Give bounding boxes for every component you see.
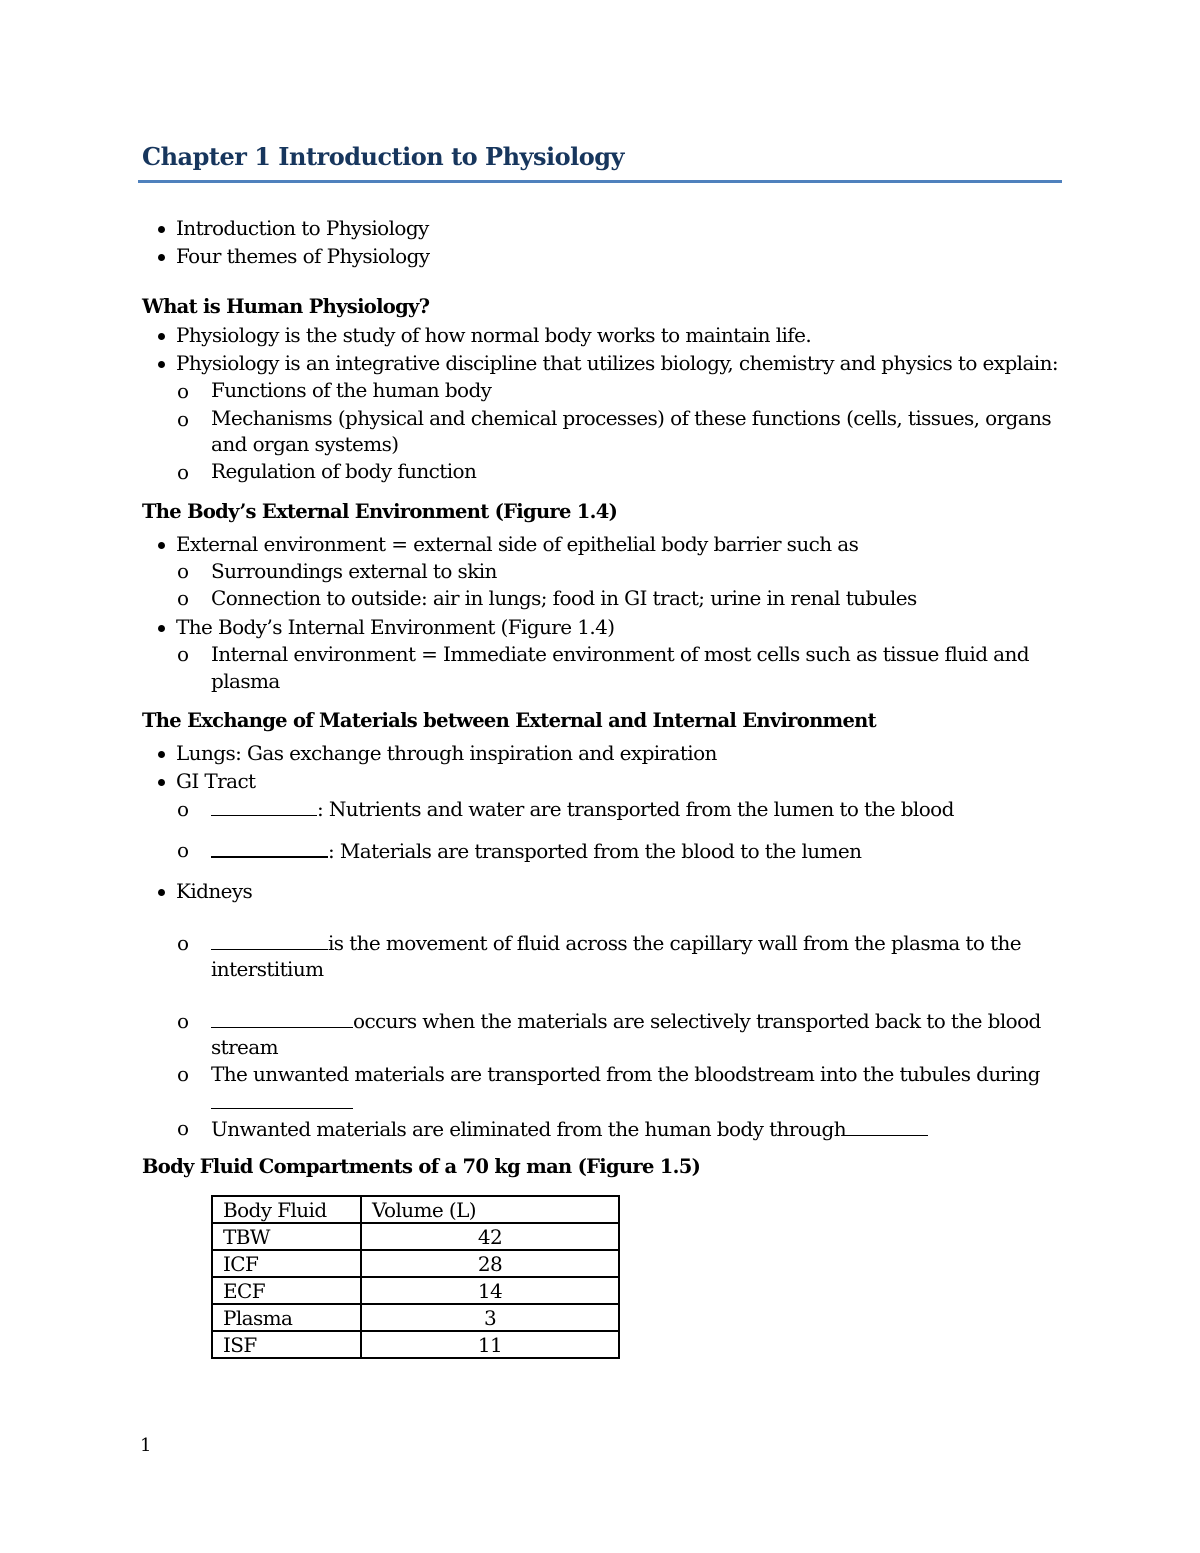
table-cell: TBW [212,1223,361,1250]
table-cell: Plasma [212,1304,361,1331]
outline-item: Introduction to Physiology [176,216,429,240]
sub-list-item [211,1115,928,1142]
sub-bullet-icon: o [177,559,190,583]
list-item: The Body’s Internal Environment (Figure 1.4) [176,615,615,639]
section-heading: Body Fluid Compartments of a 70 kg man (Figure 1.5) [142,1155,701,1178]
sub-bullet-icon: o [177,642,190,666]
table-header-row [212,1196,619,1223]
sub-list-item [211,836,861,864]
table-cell: 42 [361,1223,619,1250]
table-cell: 28 [361,1250,619,1277]
table-row [212,1223,619,1250]
sub-list-item-continued: stream [211,1035,278,1059]
section-heading: What is Human Physiology? [142,295,430,318]
chapter-title: Chapter 1 Introduction to Physiology [142,142,624,171]
fill-in-blank[interactable] [211,795,317,816]
sub-list-item-continued [211,1088,353,1115]
table-row [212,1331,619,1358]
sub-bullet-icon: o [177,931,190,955]
fill-in-blank[interactable] [846,1115,928,1136]
table-cell: 14 [361,1277,619,1304]
sub-bullet-icon: o [177,838,190,862]
table-row [212,1304,619,1331]
bullet-icon [158,779,165,786]
table-cell: 3 [361,1304,619,1331]
table-cell: 11 [361,1331,619,1358]
bullet-icon [158,254,165,261]
fill-in-blank[interactable] [211,1088,353,1109]
sub-list-item-text: occurs when the materials are selectively transported back to the blood [353,1009,1041,1033]
list-item: Physiology is an integrative discipline that utilizes biology, chemistry and physics to explain: [176,351,1059,375]
table-cell: ICF [212,1250,361,1277]
sub-list-item: The unwanted materials are transported from the bloodstream into the tubules during [211,1062,1040,1086]
sub-list-item: Mechanisms (physical and chemical processes) of these functions (cells, tissues, organs [211,406,1052,430]
sub-list-item-continued: interstitium [211,957,324,981]
sub-list-item [211,929,1021,956]
sub-bullet-icon: o [177,460,190,484]
table-cell: ISF [212,1331,361,1358]
sub-bullet-icon: o [177,379,190,403]
fill-in-blank[interactable] [211,836,328,858]
sub-list-item [211,795,954,822]
sub-list-item-continued: plasma [211,669,280,693]
sub-list-item: Functions of the human body [211,378,492,402]
list-item: Kidneys [176,879,253,903]
sub-bullet-icon: o [177,797,190,821]
list-item: Lungs: Gas exchange through inspiration and expiration [176,741,717,765]
sub-bullet-icon: o [177,1116,190,1140]
sub-list-item-text: Unwanted materials are eliminated from the human body through [211,1117,846,1141]
sub-list-item: Connection to outside: air in lungs; food in GI tract; urine in renal tubules [211,586,917,610]
section-heading: The Body’s External Environment (Figure 1.4) [142,500,618,523]
bullet-icon [158,625,165,632]
list-item: External environment = external side of epithelial body barrier such as [176,532,859,556]
sub-bullet-icon: o [177,1062,190,1086]
sub-list-item: Internal environment = Immediate environment of most cells such as tissue fluid and [211,642,1029,666]
column-header: Volume (L) [361,1196,619,1223]
sub-bullet-icon: o [177,407,190,431]
sub-list-item [211,1007,1041,1034]
sub-list-item-text: is the movement of fluid across the capillary wall from the plasma to the [328,931,1022,955]
bullet-icon [158,226,165,233]
sub-list-item: Regulation of body function [211,459,477,483]
body-fluid-table [211,1195,620,1359]
section-heading: The Exchange of Materials between External and Internal Environment [142,709,876,732]
fill-in-blank[interactable] [211,1007,353,1028]
page-number: 1 [140,1435,152,1456]
sub-list-item-continued: and organ systems) [211,432,399,456]
column-header: Body Fluid [212,1196,361,1223]
title-underline [138,180,1062,183]
table-row [212,1277,619,1304]
list-item: Physiology is the study of how normal body works to maintain life. [176,323,812,347]
bullet-icon [158,751,165,758]
table-cell: ECF [212,1277,361,1304]
bullet-icon [158,542,165,549]
table-row [212,1250,619,1277]
sub-list-item-text: : Nutrients and water are transported from the lumen to the blood [317,797,954,821]
fill-in-blank[interactable] [211,929,328,950]
bullet-icon [158,333,165,340]
sub-list-item-text: : Materials are transported from the blood to the lumen [328,839,862,863]
list-item: GI Tract [176,769,256,793]
outline-item: Four themes of Physiology [176,244,430,268]
sub-list-item: Surroundings external to skin [211,559,497,583]
bullet-icon [158,361,165,368]
sub-bullet-icon: o [177,586,190,610]
sub-bullet-icon: o [177,1009,190,1033]
bullet-icon [158,889,165,896]
